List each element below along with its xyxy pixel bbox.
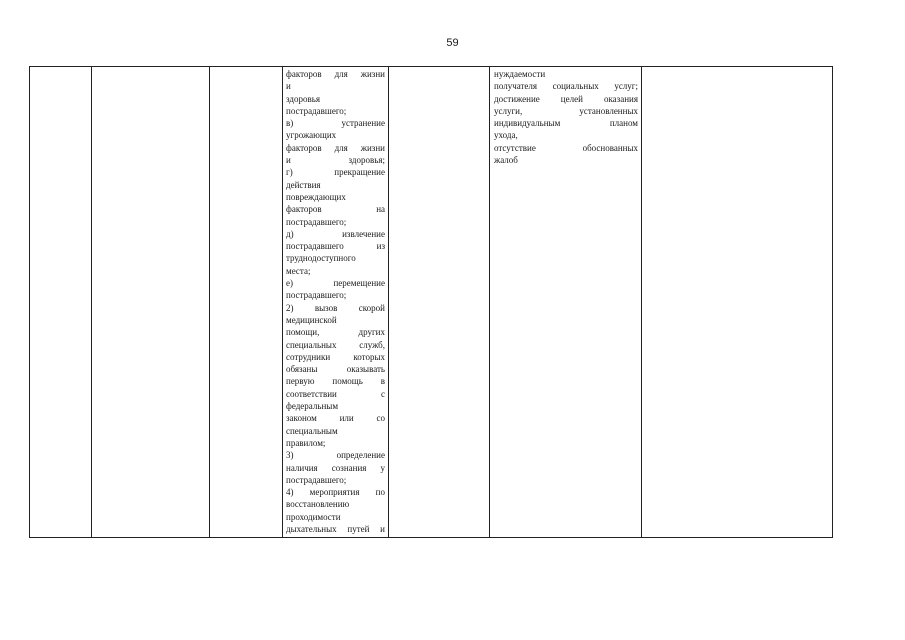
text-line: пострадавшего; xyxy=(286,474,347,485)
table-cell-2 xyxy=(92,67,210,538)
word: сознания xyxy=(331,462,367,473)
word: 3) xyxy=(286,450,294,461)
word: обязаны xyxy=(286,364,318,375)
word: с xyxy=(381,388,385,399)
text-line xyxy=(286,326,385,338)
word: услуг; xyxy=(614,81,638,92)
text-line xyxy=(286,363,385,375)
word: помощь xyxy=(332,376,363,387)
word: факторов xyxy=(286,204,322,215)
text-line: жалоб xyxy=(494,155,518,166)
word: в) xyxy=(286,118,294,129)
text-line xyxy=(286,462,385,474)
word: оказания xyxy=(603,93,638,104)
text-line: федеральным xyxy=(286,401,339,412)
word: устранение xyxy=(341,118,385,129)
word: путей xyxy=(347,523,370,534)
word: для xyxy=(334,69,348,79)
word: здоровья; xyxy=(348,155,385,166)
word: установленных xyxy=(579,105,638,116)
word: или xyxy=(339,413,354,424)
word: пострадавшего xyxy=(286,241,344,252)
text-line: пострадавшего; xyxy=(286,290,347,301)
word: в xyxy=(380,376,385,387)
text-line xyxy=(286,486,385,498)
word: 2) xyxy=(286,302,294,313)
text-line xyxy=(286,154,385,166)
word: других xyxy=(358,327,385,338)
text-line xyxy=(286,142,385,154)
text-line: труднодоступного xyxy=(286,253,356,264)
word: из xyxy=(376,241,385,252)
word: оказывать xyxy=(346,364,385,375)
word: определение xyxy=(336,450,385,461)
word: факторов xyxy=(286,69,322,79)
word: получателя xyxy=(494,81,538,92)
word: перемещение xyxy=(333,278,385,289)
word: отсутствие xyxy=(494,142,536,153)
word: специальных xyxy=(286,339,337,350)
word: дыхательных xyxy=(286,523,337,534)
text-line xyxy=(286,339,385,351)
word: скорой xyxy=(358,302,385,313)
text-line xyxy=(286,203,385,215)
text-line xyxy=(286,240,385,252)
text-line xyxy=(286,375,385,387)
word: прекращение xyxy=(334,167,385,178)
text-line xyxy=(286,68,385,80)
word: жизни xyxy=(360,142,385,153)
text-line xyxy=(286,412,385,424)
word: извлечение xyxy=(342,228,385,239)
word: вызов xyxy=(314,302,338,313)
text-line xyxy=(286,277,385,289)
text-line: и xyxy=(286,81,291,92)
text-line xyxy=(286,228,385,240)
text-line: повреждающих xyxy=(286,191,346,202)
text-line xyxy=(494,105,638,117)
text-line xyxy=(286,302,385,314)
text-line: здоровья xyxy=(286,93,320,104)
word: служб, xyxy=(359,339,385,350)
word: для xyxy=(334,142,348,153)
word: на xyxy=(376,204,385,215)
text-line: ухода, xyxy=(494,130,518,141)
word: е) xyxy=(286,278,293,289)
word: целей xyxy=(560,93,583,104)
table-cell-5 xyxy=(389,67,490,538)
table-cell-3 xyxy=(210,67,283,538)
word: законом xyxy=(286,413,317,424)
page-number: 59 xyxy=(446,37,459,49)
word: г) xyxy=(286,167,293,178)
text-line xyxy=(286,351,385,363)
table-cell-quality-criteria xyxy=(490,67,642,538)
word: планом xyxy=(609,118,638,129)
text-line: пострадавшего; xyxy=(286,216,347,227)
word: сотрудники xyxy=(286,351,331,362)
text-line xyxy=(494,93,638,105)
text-line xyxy=(286,117,385,129)
word: которых xyxy=(353,351,385,362)
word: услуги, xyxy=(494,105,523,116)
word: со xyxy=(376,413,385,424)
text-line: угрожающих xyxy=(286,130,337,141)
text-line: проходимости xyxy=(286,511,341,522)
word: 4) xyxy=(286,487,294,498)
table-row xyxy=(30,67,833,538)
text-line xyxy=(286,449,385,461)
word: достижение xyxy=(494,93,540,104)
text-line: специальным xyxy=(286,425,338,436)
text-line xyxy=(494,142,638,154)
word: помощи, xyxy=(286,327,320,338)
table-cell-1 xyxy=(30,67,92,538)
word: первую xyxy=(286,376,315,387)
word: у xyxy=(380,462,385,473)
word: жизни xyxy=(360,69,385,79)
text-line: восстановлению xyxy=(286,499,350,510)
text-line: нуждаемости xyxy=(494,69,546,79)
text-line: места; xyxy=(286,265,311,276)
word: социальных xyxy=(552,81,599,92)
word: д) xyxy=(286,228,294,239)
text-line xyxy=(286,166,385,178)
content-table xyxy=(29,66,833,538)
word: и xyxy=(286,155,291,166)
text-line: пострадавшего; xyxy=(286,105,347,116)
word: обоснованных xyxy=(582,142,638,153)
table-cell-7 xyxy=(642,67,833,538)
text-line: действия xyxy=(286,179,321,190)
word: по xyxy=(375,487,385,498)
text-line xyxy=(494,117,638,129)
word: индивидуальным xyxy=(494,118,561,129)
word: и xyxy=(380,523,385,534)
word: мероприятия xyxy=(309,487,360,498)
text-line: медицинской xyxy=(286,314,337,325)
word: факторов xyxy=(286,142,322,153)
word: соответствии xyxy=(286,388,337,399)
text-line xyxy=(286,523,385,535)
word: наличия xyxy=(286,462,318,473)
text-line: правилом; xyxy=(286,437,326,448)
text-line xyxy=(286,388,385,400)
table-cell-first-aid-actions xyxy=(283,67,389,538)
text-line xyxy=(494,80,638,92)
